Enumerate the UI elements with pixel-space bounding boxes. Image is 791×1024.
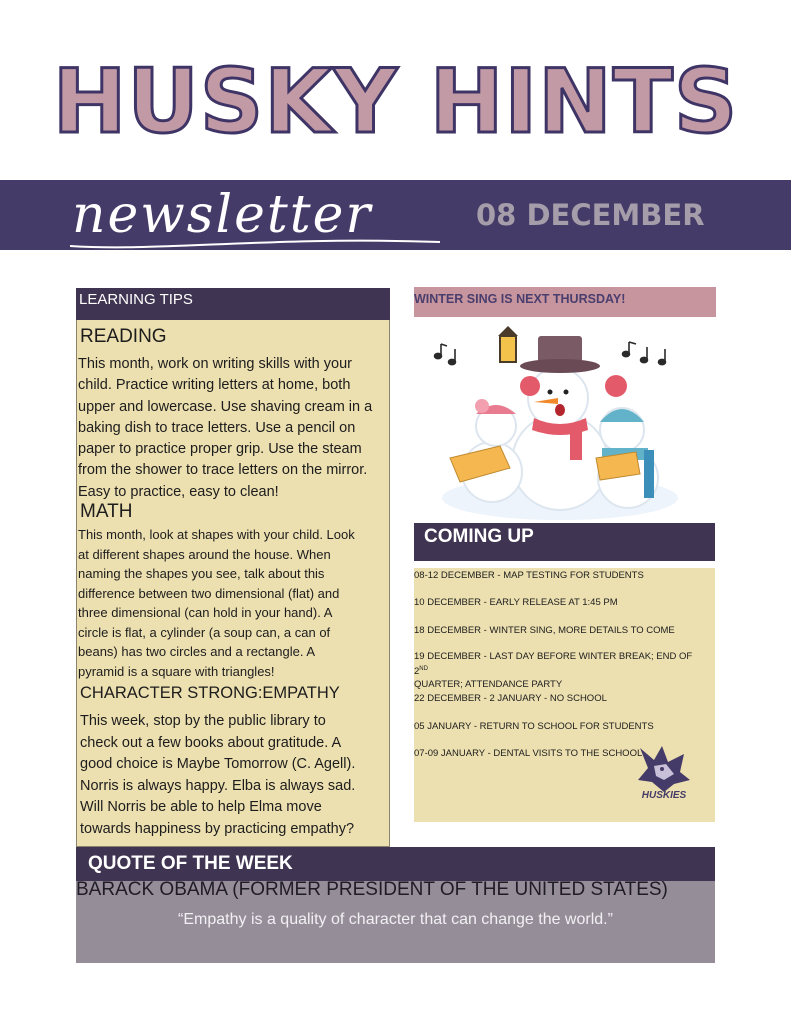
text-line: at different shapes around the house. When	[78, 546, 331, 562]
text-line: This month, work on writing skills with your	[78, 356, 352, 372]
learning-tips-header: LEARNING TIPS	[76, 288, 390, 320]
text-line: child. Practice writing letters at home, both	[78, 377, 351, 394]
text-line: baking dish to trace letters. Use a pencil on	[78, 419, 356, 436]
text-line: paper to practice proper grip. Use the steam	[78, 441, 362, 458]
text-line: beans) has two circles and a rectangle. A	[78, 644, 316, 659]
event-item	[414, 650, 704, 691]
character-heading: CHARACTER STRONG:EMPATHY	[80, 684, 340, 702]
snowman-family-icon	[430, 322, 688, 522]
script-flourish-icon	[70, 232, 440, 252]
character-text	[80, 711, 380, 840]
text-line: circle is flat, a cylinder (a soup can, a can of	[78, 624, 331, 640]
event-item-text-continued: QUARTER; ATTENDANCE PARTY	[414, 679, 563, 691]
text-line: pyramid is a square with triangles!	[78, 663, 275, 679]
event-item: 08-12 DECEMBER - MAP TESTING FOR STUDENTS	[414, 570, 644, 581]
text-line: Will Norris be able to help Elma move	[80, 799, 322, 815]
text-line: three dimensional (can hold in your hand). A	[78, 605, 333, 620]
text-line: This week, stop by the public library to	[80, 713, 326, 729]
text-line: difference between two dimensional (flat) and	[78, 585, 340, 601]
text-line: naming the shapes you see, talk about this	[78, 566, 325, 581]
text-line: Norris is always happy. Elba is always sad.	[80, 777, 356, 794]
event-item: 10 DECEMBER - EARLY RELEASE AT 1:45 PM	[414, 597, 618, 608]
learning-tips-panel	[76, 320, 390, 847]
event-item-text: 19 DECEMBER - LAST DAY BEFORE WINTER BREAK; END OF 2	[414, 651, 693, 678]
text-line: towards happiness by practicing empathy?	[80, 820, 355, 837]
text-line: This month, look at shapes with your child. Look	[78, 527, 355, 542]
event-item: 05 JANUARY - RETURN TO SCHOOL FOR STUDENTS	[414, 721, 654, 732]
banner-script-text: newsletter	[72, 185, 373, 245]
text-line: check out a few books about gratitude. A	[80, 734, 342, 751]
text-line: from the shower to trace letters on the mirror.	[78, 462, 368, 479]
math-text	[78, 525, 378, 681]
text-line: good choice is Maybe Tomorrow (C. Agell).	[80, 756, 356, 772]
quote-text: “Empathy is a quality of character that can change the world.”	[178, 911, 613, 928]
reading-heading: READING	[80, 326, 167, 347]
math-heading: MATH	[80, 501, 133, 522]
event-item: 18 DECEMBER - WINTER SING, MORE DETAILS TO COME	[414, 625, 675, 636]
quote-header: QUOTE OF THE WEEK	[76, 847, 715, 881]
quote-author: BARACK OBAMA (FORMER PRESIDENT OF THE UNITED STATES)	[76, 879, 668, 900]
quote-panel	[76, 881, 715, 963]
text-line: Easy to practice, easy to clean!	[78, 483, 279, 500]
event-item-ordinal: ND	[419, 666, 428, 672]
newsletter-date: 08 DECEMBER	[476, 198, 705, 232]
reading-text	[78, 354, 386, 503]
husky-logo-text: HUSKIES	[641, 790, 687, 801]
text-line: upper and lowercase. Use shaving cream in a	[78, 398, 373, 415]
event-item: 07-09 JANUARY - DENTAL VISITS TO THE SCHOOL	[414, 748, 643, 759]
newsletter-banner	[0, 180, 791, 250]
coming-up-header: COMING UP	[414, 523, 715, 561]
event-item: 22 DECEMBER - 2 JANUARY - NO SCHOOL	[414, 693, 607, 704]
newsletter-title: HUSKY HINTS	[52, 50, 739, 153]
winter-sing-header: WINTER SING IS NEXT THURSDAY!	[414, 287, 716, 317]
